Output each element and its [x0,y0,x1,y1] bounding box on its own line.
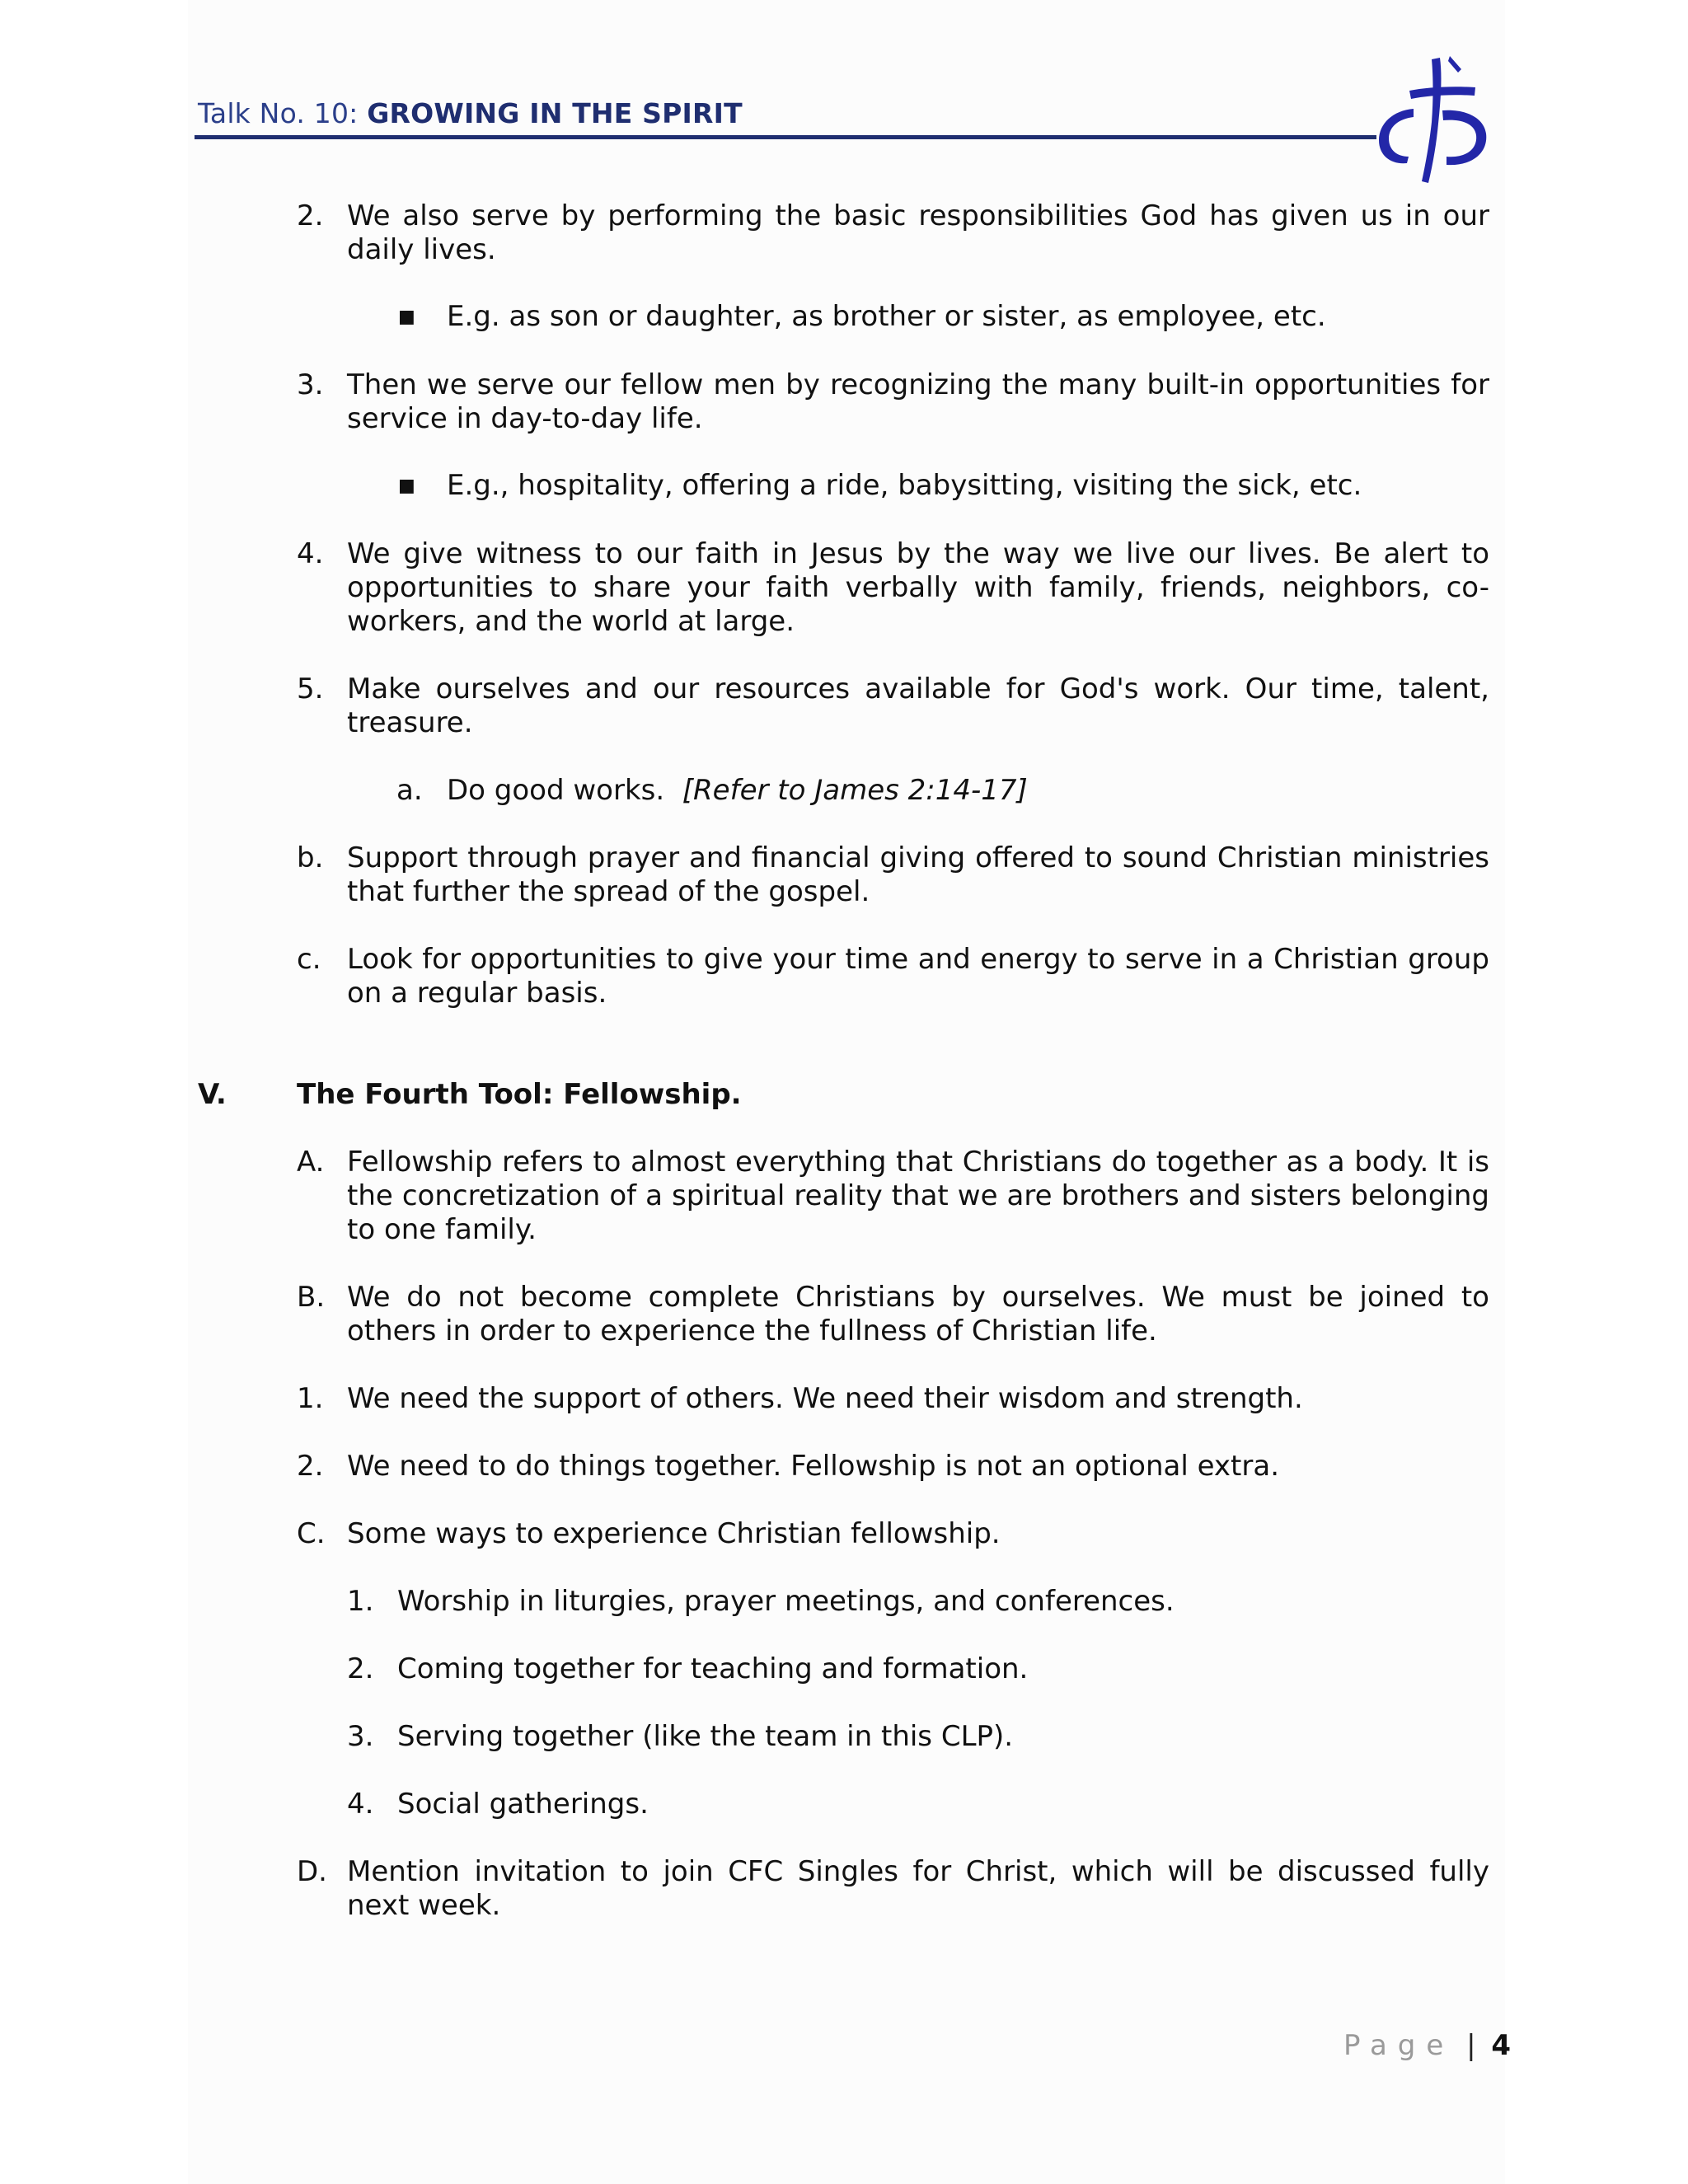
header-title: GROWING IN THE SPIRIT [367,97,743,129]
section-label: V. [198,1078,227,1111]
item-label: 4. [347,1788,374,1821]
list-item-text: We do not become complete Christians by ourselves. We must be joined to others in order to experience the fullness of Christian life. [347,1281,1489,1347]
item-label: 3. [297,368,324,401]
page-separator: | [1466,2029,1476,2062]
item-label: 5. [297,673,324,705]
list-item-text: Coming together for teaching and formation. [397,1652,1029,1685]
list-item-text: We need to do things together. Fellowship is not an optional extra. [347,1450,1279,1483]
bullet-icon: ■ [398,307,415,327]
list-item-text: We also serve by performing the basic responsibilities God has given us in our daily lives. [347,199,1489,266]
cross-logo-icon [1364,51,1504,191]
section-heading: The Fourth Tool: Fellowship. [297,1078,742,1111]
scripture-reference: [Refer to James 2:14-17] [682,774,1028,807]
list-item-text: Social gatherings. [397,1788,649,1821]
item-label: a. [396,774,423,807]
item-label: 2. [297,199,324,232]
list-item-text: Fellowship refers to almost everything that Christians do together as a body. It is the concretization of a spiritual reality that we are brothers and sisters belonging to one family. [347,1146,1489,1246]
header-prefix: Talk No. 10: [198,97,359,129]
list-item-text: Look for opportunities to give your time and energy to serve in a Christian group on a regular basis. [347,943,1489,1010]
list-item-text [447,774,1489,808]
bullet-text: E.g. as son or daughter, as brother or sister, as employee, etc. [447,300,1326,333]
page-header [198,97,743,129]
item-label: 1. [297,1382,324,1415]
list-item-text: Some ways to experience Christian fellowship. [347,1517,1001,1550]
bullet-icon: ■ [398,476,415,496]
item-label: C. [297,1517,326,1550]
item-label: 2. [347,1652,374,1685]
good-works-text: Do good works. [447,774,665,807]
item-label: A. [297,1146,325,1179]
item-label: 4. [297,537,324,570]
list-item-text: Make ourselves and our resources available for God's work. Our time, talent, treasure. [347,673,1489,739]
page-number: 4 [1491,2029,1512,2062]
item-label: D. [297,1855,327,1888]
bullet-text: E.g., hospitality, offering a ride, babysitting, visiting the sick, etc. [447,469,1362,502]
item-label: b. [297,841,324,874]
list-item-text: Worship in liturgies, prayer meetings, and conferences. [397,1585,1175,1618]
list-item-text: Support through prayer and financial giving offered to sound Christian ministries that further the spread of the gospel. [347,841,1489,908]
header-rule [195,135,1376,139]
list-item-text: Mention invitation to join CFC Singles for Christ, which will be discussed fully next week. [347,1855,1489,1922]
item-label: c. [297,943,321,976]
list-item-text: Then we serve our fellow men by recognizing the many built-in opportunities for service in day-to-day life. [347,368,1489,435]
item-label: 2. [297,1450,324,1483]
page-footer [1343,2029,1511,2062]
list-item-text: We need the support of others. We need their wisdom and strength. [347,1382,1303,1415]
item-label: 1. [347,1585,374,1618]
item-label: 3. [347,1720,374,1753]
item-label: B. [297,1281,326,1314]
list-item-text: We give witness to our faith in Jesus by the way we live our lives. Be alert to opportunities to share your faith verbally with family, friends, neighbors, co-workers, and the world at large. [347,537,1489,638]
list-item-text: Serving together (like the team in this CLP). [397,1720,1014,1753]
page-word: Page [1343,2029,1455,2062]
